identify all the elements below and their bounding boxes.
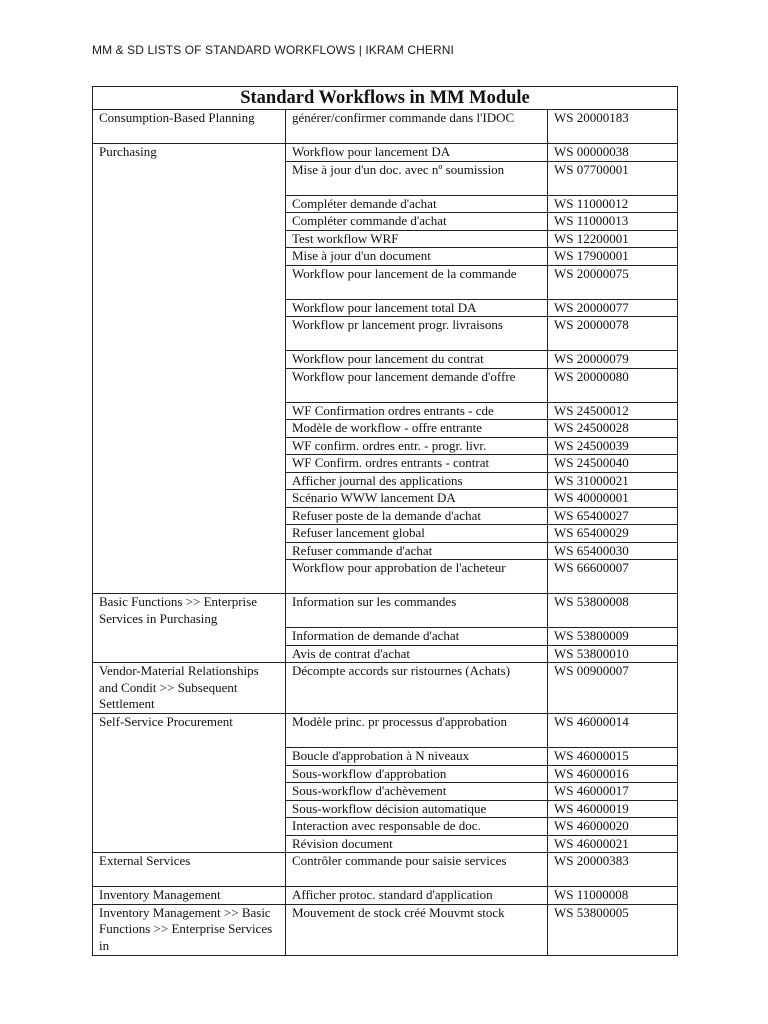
workflow-table bbox=[92, 86, 678, 956]
description-cell: Compléter demande d'achat bbox=[286, 195, 548, 213]
description-cell: WF confirm. ordres entr. - progr. livr. bbox=[286, 437, 548, 455]
area-cell: Purchasing bbox=[93, 144, 286, 594]
workflow-code-cell: WS 66600007 bbox=[548, 560, 678, 594]
workflow-code-cell: WS 20000077 bbox=[548, 299, 678, 317]
description-cell: Révision document bbox=[286, 835, 548, 853]
table-row bbox=[93, 714, 678, 748]
workflow-code-cell: WS 46000015 bbox=[548, 748, 678, 766]
workflow-code-cell: WS 20000183 bbox=[548, 110, 678, 144]
workflow-code-cell: WS 20000080 bbox=[548, 368, 678, 402]
workflow-code-cell: WS 24500012 bbox=[548, 402, 678, 420]
table-row bbox=[93, 904, 678, 955]
description-cell: Scénario WWW lancement DA bbox=[286, 490, 548, 508]
description-cell: Interaction avec responsable de doc. bbox=[286, 818, 548, 836]
workflow-code-cell: WS 24500039 bbox=[548, 437, 678, 455]
workflow-code-cell: WS 46000020 bbox=[548, 818, 678, 836]
table-row bbox=[93, 594, 678, 628]
table-row bbox=[93, 663, 678, 714]
workflow-code-cell: WS 20000383 bbox=[548, 853, 678, 887]
workflow-code-cell: WS 65400030 bbox=[548, 542, 678, 560]
workflow-code-cell: WS 46000016 bbox=[548, 765, 678, 783]
workflow-code-cell: WS 53800008 bbox=[548, 594, 678, 628]
workflow-code-cell: WS 53800009 bbox=[548, 628, 678, 646]
description-cell: Test workflow WRF bbox=[286, 230, 548, 248]
workflow-code-cell: WS 53800005 bbox=[548, 904, 678, 955]
area-cell: External Services bbox=[93, 853, 286, 887]
workflow-code-cell: WS 40000001 bbox=[548, 490, 678, 508]
workflow-code-cell: WS 20000078 bbox=[548, 317, 678, 351]
workflow-code-cell: WS 11000013 bbox=[548, 213, 678, 231]
workflow-code-cell: WS 65400029 bbox=[548, 525, 678, 543]
description-cell: Information sur les commandes bbox=[286, 594, 548, 628]
description-cell: Mise à jour d'un document bbox=[286, 248, 548, 266]
area-cell: Consumption-Based Planning bbox=[93, 110, 286, 144]
description-cell: Workflow pour lancement demande d'offre bbox=[286, 368, 548, 402]
description-cell: Compléter commande d'achat bbox=[286, 213, 548, 231]
area-cell: Self-Service Procurement bbox=[93, 714, 286, 853]
workflow-code-cell: WS 46000014 bbox=[548, 714, 678, 748]
description-cell: Afficher protoc. standard d'application bbox=[286, 887, 548, 905]
description-cell: Workflow pour approbation de l'acheteur bbox=[286, 560, 548, 594]
workflow-code-cell: WS 00000038 bbox=[548, 144, 678, 162]
page-header: MM & SD LISTS OF STANDARD WORKFLOWS | IKRAM CHERNI bbox=[92, 43, 454, 57]
description-cell: Mise à jour d'un doc. avec nº soumission bbox=[286, 161, 548, 195]
workflow-code-cell: WS 11000012 bbox=[548, 195, 678, 213]
description-cell: Refuser commande d'achat bbox=[286, 542, 548, 560]
description-cell: Refuser poste de la demande d'achat bbox=[286, 507, 548, 525]
description-cell: Modèle princ. pr processus d'approbation bbox=[286, 714, 548, 748]
workflow-code-cell: WS 20000075 bbox=[548, 265, 678, 299]
description-cell: Mouvement de stock créé Mouvmt stock bbox=[286, 904, 548, 955]
workflow-code-cell: WS 17900001 bbox=[548, 248, 678, 266]
workflow-code-cell: WS 31000021 bbox=[548, 472, 678, 490]
workflow-code-cell: WS 20000079 bbox=[548, 351, 678, 369]
description-cell: Workflow pour lancement du contrat bbox=[286, 351, 548, 369]
workflow-code-cell: WS 12200001 bbox=[548, 230, 678, 248]
description-cell: Sous-workflow d'approbation bbox=[286, 765, 548, 783]
table-title: Standard Workflows in MM Module bbox=[93, 87, 678, 110]
description-cell: générer/confirmer commande dans l'IDOC bbox=[286, 110, 548, 144]
description-cell: Workflow pr lancement progr. livraisons bbox=[286, 317, 548, 351]
workflow-code-cell: WS 46000021 bbox=[548, 835, 678, 853]
workflow-code-cell: WS 11000008 bbox=[548, 887, 678, 905]
workflow-code-cell: WS 46000019 bbox=[548, 800, 678, 818]
description-cell: Avis de contrat d'achat bbox=[286, 645, 548, 663]
table-row bbox=[93, 110, 678, 144]
workflow-code-cell: WS 53800010 bbox=[548, 645, 678, 663]
description-cell: Workflow pour lancement de la commande bbox=[286, 265, 548, 299]
area-cell: Inventory Management bbox=[93, 887, 286, 905]
description-cell: Workflow pour lancement DA bbox=[286, 144, 548, 162]
table-title-row bbox=[93, 87, 678, 110]
area-cell: Basic Functions >> Enterprise Services in Purchasing bbox=[93, 594, 286, 663]
description-cell: Refuser lancement global bbox=[286, 525, 548, 543]
workflow-code-cell: WS 46000017 bbox=[548, 783, 678, 801]
workflow-code-cell: WS 65400027 bbox=[548, 507, 678, 525]
workflow-code-cell: WS 07700001 bbox=[548, 161, 678, 195]
description-cell: WF Confirm. ordres entrants - contrat bbox=[286, 455, 548, 473]
description-cell: WF Confirmation ordres entrants - cde bbox=[286, 402, 548, 420]
table-row bbox=[93, 144, 678, 162]
description-cell: Décompte accords sur ristournes (Achats) bbox=[286, 663, 548, 714]
description-cell: Afficher journal des applications bbox=[286, 472, 548, 490]
table-row bbox=[93, 887, 678, 905]
area-cell: Inventory Management >> Basic Functions >> Enterprise Services in bbox=[93, 904, 286, 955]
description-cell: Information de demande d'achat bbox=[286, 628, 548, 646]
area-cell: Vendor-Material Relationships and Condit >> Subsequent Settlement bbox=[93, 663, 286, 714]
description-cell: Modèle de workflow - offre entrante bbox=[286, 420, 548, 438]
workflow-code-cell: WS 00900007 bbox=[548, 663, 678, 714]
description-cell: Workflow pour lancement total DA bbox=[286, 299, 548, 317]
table-body bbox=[93, 110, 678, 956]
description-cell: Sous-workflow d'achèvement bbox=[286, 783, 548, 801]
description-cell: Sous-workflow décision automatique bbox=[286, 800, 548, 818]
workflow-code-cell: WS 24500040 bbox=[548, 455, 678, 473]
workflow-code-cell: WS 24500028 bbox=[548, 420, 678, 438]
description-cell: Contrôler commande pour saisie services bbox=[286, 853, 548, 887]
table-row bbox=[93, 853, 678, 887]
description-cell: Boucle d'approbation à N niveaux bbox=[286, 748, 548, 766]
